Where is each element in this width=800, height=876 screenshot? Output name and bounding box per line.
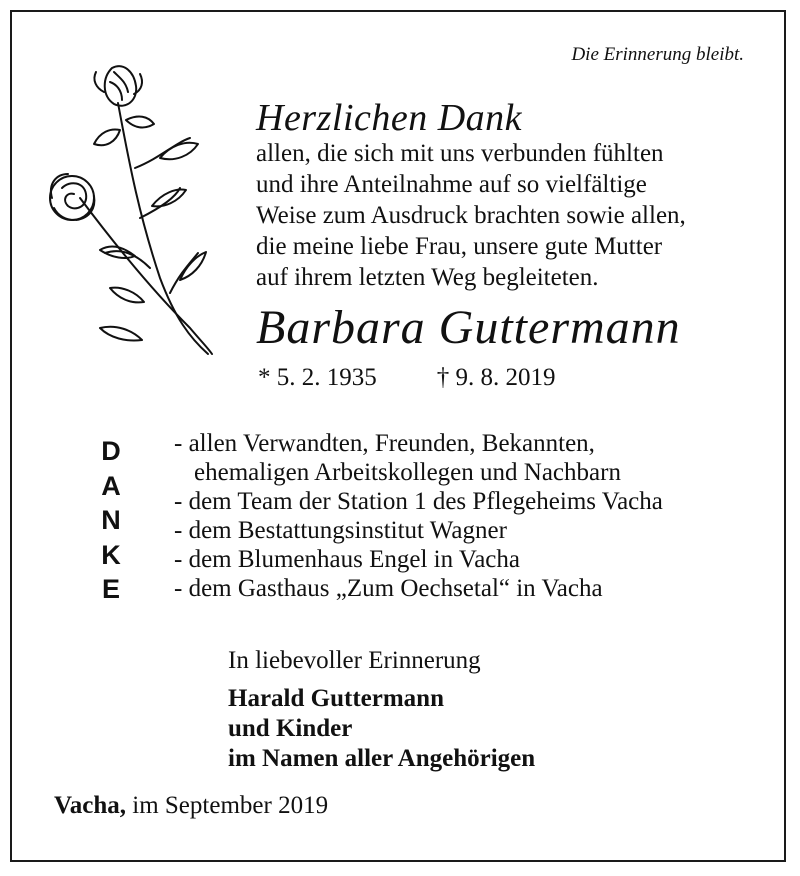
list-item: - dem Bestattungsinstitut Wagner — [174, 517, 507, 544]
motto: Die Erinnerung bleibt. — [571, 44, 744, 65]
headline: Herzlichen Dank — [256, 97, 523, 139]
death-date: † 9. 8. 2019 — [436, 364, 556, 391]
danke-letter: N — [101, 505, 121, 536]
memory-line: In liebevoller Erinnerung — [228, 647, 481, 674]
thanks-line: allen, die sich mit uns verbunden fühlten — [256, 140, 664, 167]
thanks-line: auf ihrem letzten Weg begleiteten. — [256, 264, 599, 291]
danke-vertical — [96, 434, 126, 607]
signer-line: im Namen aller Angehörigen — [228, 745, 536, 772]
list-item: - dem Gasthaus „Zum Oechsetal“ in Vacha — [174, 575, 603, 602]
deceased-name: Barbara Guttermann — [256, 301, 681, 354]
list-item: - dem Team der Station 1 des Pflegeheims Vacha — [174, 488, 663, 515]
thanks-line: die meine liebe Frau, unsere gute Mutter — [256, 233, 663, 260]
life-dates — [258, 364, 556, 392]
place-date — [54, 792, 328, 820]
birth-date: * 5. 2. 1935 — [258, 364, 377, 391]
thanks-line: Weise zum Ausdruck brachten sowie allen, — [256, 202, 686, 229]
signers — [228, 684, 535, 774]
signer-line: und Kinder — [228, 715, 353, 742]
danke-letter: K — [101, 539, 121, 570]
rose-illustration-icon — [40, 48, 220, 358]
place-town: Vacha, — [54, 792, 127, 819]
signer-line: Harald Guttermann — [228, 685, 444, 712]
list-item: - dem Blumenhaus Engel in Vacha — [174, 546, 520, 573]
place-date-text: im September 2019 — [132, 792, 329, 819]
list-item-continuation: ehemaligen Arbeitskollegen und Nachbarn — [194, 459, 621, 486]
thanks-line: und ihre Anteilnahme auf so vielfältige — [256, 171, 647, 198]
danke-letter: D — [101, 436, 121, 466]
danke-letter: A — [101, 470, 121, 501]
thanks-text — [256, 138, 746, 293]
list-item: - allen Verwandten, Freunden, Bekannten, — [174, 430, 595, 457]
thanks-list — [174, 429, 663, 603]
danke-letter: E — [101, 574, 120, 605]
